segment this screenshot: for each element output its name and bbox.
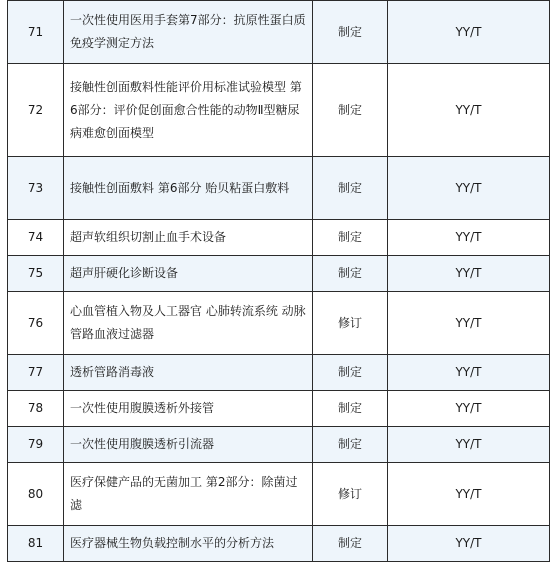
revision-type: 修订 [313, 463, 388, 526]
table-row [8, 1, 550, 64]
revision-type: 制定 [313, 355, 388, 391]
row-number: 73 [8, 157, 64, 220]
standard-name: 一次性使用腹膜透析外接管 [64, 391, 313, 427]
row-number: 78 [8, 391, 64, 427]
standard-category: YY/T [388, 355, 550, 391]
table-row [8, 526, 550, 562]
revision-type: 制定 [313, 220, 388, 256]
row-number: 81 [8, 526, 64, 562]
table-row [8, 355, 550, 391]
standard-name: 接触性创面敷料性能评价用标准试验模型 第6部分：评价促创面愈合性能的动物Ⅱ型糖尿病难愈创面模型 [64, 64, 313, 157]
standard-category: YY/T [388, 463, 550, 526]
row-number: 71 [8, 1, 64, 64]
standard-name: 透析管路消毒液 [64, 355, 313, 391]
row-number: 77 [8, 355, 64, 391]
row-number: 74 [8, 220, 64, 256]
table-row [8, 427, 550, 463]
revision-type: 修订 [313, 292, 388, 355]
standard-category: YY/T [388, 256, 550, 292]
standard-name: 医疗器械生物负载控制水平的分析方法 [64, 526, 313, 562]
standard-category: YY/T [388, 292, 550, 355]
revision-type: 制定 [313, 391, 388, 427]
revision-type: 制定 [313, 427, 388, 463]
standard-category: YY/T [388, 526, 550, 562]
standard-category: YY/T [388, 157, 550, 220]
revision-type: 制定 [313, 256, 388, 292]
standards-table [7, 0, 550, 562]
revision-type: 制定 [313, 157, 388, 220]
standard-category: YY/T [388, 1, 550, 64]
table-row [8, 220, 550, 256]
table-row [8, 292, 550, 355]
row-number: 80 [8, 463, 64, 526]
standard-name: 一次性使用腹膜透析引流器 [64, 427, 313, 463]
standard-name: 接触性创面敷料 第6部分 贻贝粘蛋白敷料 [64, 157, 313, 220]
row-number: 76 [8, 292, 64, 355]
standard-category: YY/T [388, 427, 550, 463]
row-number: 75 [8, 256, 64, 292]
standard-name: 医疗保健产品的无菌加工 第2部分：除菌过滤 [64, 463, 313, 526]
table-row [8, 157, 550, 220]
standard-category: YY/T [388, 220, 550, 256]
table-row [8, 391, 550, 427]
revision-type: 制定 [313, 1, 388, 64]
row-number: 79 [8, 427, 64, 463]
standard-name: 超声肝硬化诊断设备 [64, 256, 313, 292]
standard-category: YY/T [388, 64, 550, 157]
table-row [8, 463, 550, 526]
standard-name: 心血管植入物及人工器官 心肺转流系统 动脉管路血液过滤器 [64, 292, 313, 355]
standard-category: YY/T [388, 391, 550, 427]
table-row [8, 64, 550, 157]
table-row [8, 256, 550, 292]
row-number: 72 [8, 64, 64, 157]
revision-type: 制定 [313, 64, 388, 157]
standard-name: 一次性使用医用手套第7部分：抗原性蛋白质免疫学测定方法 [64, 1, 313, 64]
standard-name: 超声软组织切割止血手术设备 [64, 220, 313, 256]
revision-type: 制定 [313, 526, 388, 562]
